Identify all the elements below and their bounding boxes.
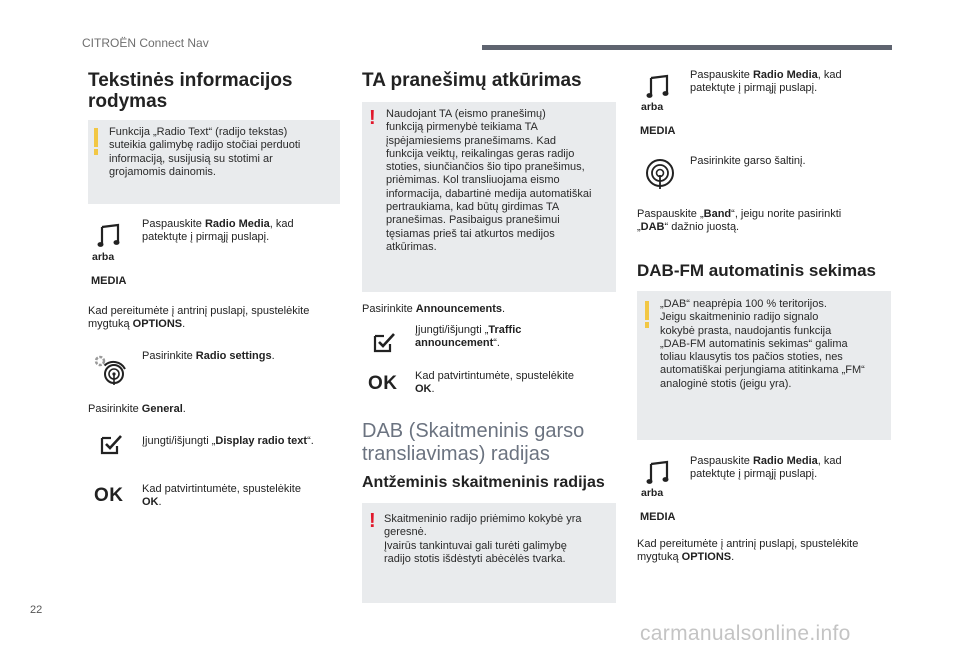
- ta-heading: TA pranešimų atkūrimas: [362, 70, 582, 91]
- text-line: geresnė.: [384, 526, 427, 539]
- text-line: automatiškai perjungiama atitinkama „FM“: [660, 364, 865, 377]
- arba-label: arba: [641, 101, 664, 113]
- warning-text: [386, 108, 614, 254]
- text-line: grojamomis dainomis.: [109, 165, 216, 178]
- bold-span: General: [141, 403, 183, 415]
- music-note-icon: [97, 223, 123, 249]
- step-radio-media: [690, 455, 842, 482]
- arba-label: arba: [641, 487, 664, 499]
- text-line: Naudojant TA (eismo pranešimų): [386, 108, 546, 120]
- text-span: mygtuką: [88, 318, 133, 331]
- text-span: .: [431, 383, 435, 396]
- music-note-icon: [646, 460, 672, 486]
- text-span: Įjungti/išjungti „: [415, 324, 489, 336]
- announcements-paragraph: [362, 303, 505, 316]
- step-radio-media: [142, 218, 294, 245]
- heading-line: Tekstinės informacijos: [88, 70, 293, 91]
- heading-line: transliavimas) radijas: [362, 443, 550, 465]
- text-line: Kad pereitumėte į antrinį puslapį, spustelėkite: [88, 305, 310, 317]
- bold-span: Radio Media: [752, 69, 818, 81]
- text-span: .: [271, 350, 275, 362]
- info-marker: [94, 128, 98, 147]
- text-line: Funkcija „Radio Text“ (radijo tekstas): [109, 126, 288, 138]
- text-line: suteikia galimybę radijo stočiai perduoti: [109, 139, 301, 152]
- text-line: „DAB“ neaprėpia 100 % teritorijos.: [660, 298, 827, 310]
- band-paragraph: [637, 208, 841, 235]
- text-line: funkciją pirmenybė teikiama TA: [386, 121, 538, 134]
- text-span: Paspauskite „: [637, 208, 704, 220]
- text-info-heading: [88, 70, 293, 112]
- text-span: , kad: [269, 218, 294, 230]
- text-line: atkūrimas.: [386, 240, 437, 253]
- options-paragraph: [637, 538, 858, 565]
- text-line: Kad patvirtintumėte, spustelėkite: [142, 483, 301, 495]
- info-box-radio-text: [88, 120, 340, 204]
- bold-span: Display radio text: [215, 435, 308, 447]
- info-text: [660, 298, 890, 391]
- text-line: Įvairūs tankintuvai gali turėti galimybę: [384, 539, 567, 552]
- bold-span: OPTIONS: [132, 318, 183, 331]
- text-line: „DAB-FM automatinis sekimas“ galima: [660, 337, 848, 350]
- text-line: informacija, dabartinė medija automatiškai: [386, 187, 592, 200]
- watermark: carmanualsonline.info: [640, 622, 851, 645]
- text-span: .: [182, 318, 186, 331]
- bold-span: Radio Media: [204, 218, 270, 230]
- options-paragraph: [88, 305, 309, 332]
- text-span: „: [637, 221, 641, 234]
- music-note-icon: [646, 74, 672, 100]
- warning-icon: !: [369, 510, 376, 532]
- text-line: patektųte į pirmąjį puslapį.: [690, 468, 818, 481]
- dab-heading: [362, 420, 584, 466]
- text-line: Kad patvirtintumėte, spustelėkite: [415, 370, 574, 382]
- dab-fm-heading: DAB-FM automatinis sekimas: [637, 261, 876, 280]
- media-label: MEDIA: [640, 511, 676, 523]
- warning-icon: !: [369, 107, 376, 129]
- header-title: CITROËN Connect Nav: [82, 36, 209, 50]
- text-line: įspėjamiesiems pranešimams. Kad: [386, 134, 556, 147]
- bold-span: announcement: [415, 337, 494, 350]
- checkbox-icon: [372, 331, 398, 355]
- warning-text: [384, 513, 612, 566]
- info-marker: [645, 301, 649, 320]
- text-span: Paspauskite: [142, 218, 205, 230]
- bold-span: Radio settings: [195, 350, 272, 362]
- general-paragraph: [88, 403, 186, 416]
- text-span: Pasirinkite: [142, 350, 196, 362]
- arba-label: arba: [92, 251, 115, 263]
- text-span: Pasirinkite: [88, 403, 142, 415]
- text-line: priėmimas. Kol transliuojama eismo: [386, 174, 560, 187]
- heading-line: rodymas: [88, 91, 168, 112]
- text-line: Kad pereitumėte į antrinį puslapį, spustelėkite: [637, 538, 859, 550]
- bold-span: OPTIONS: [681, 551, 732, 564]
- page-number: 22: [30, 604, 43, 616]
- text-span: Paspauskite: [690, 455, 753, 467]
- info-marker: [645, 322, 649, 328]
- bold-span: Radio Media: [752, 455, 818, 467]
- bold-span: Band: [703, 208, 732, 220]
- text-line: radijo stotis išdėstyti abėcėlės tvarka.: [384, 552, 566, 565]
- text-span: .: [501, 303, 506, 315]
- radio-source-icon: [643, 157, 677, 191]
- text-line: pertraukiama, kad būtų girdimas TA: [386, 201, 560, 214]
- step-confirm-ok: [142, 483, 301, 510]
- step-select-source: Pasirinkite garso šaltinį.: [690, 155, 806, 167]
- text-line: toliau klausytis tos pačios stoties, nes: [660, 351, 843, 364]
- checkbox-icon: [99, 433, 125, 457]
- step-radio-settings: [142, 350, 275, 363]
- step-radio-media: [690, 69, 842, 96]
- header-bar: [482, 45, 892, 50]
- text-line: stoties, siunčiančios šio tipo pranešimus,: [386, 161, 585, 174]
- heading-line: DAB (Skaitmeninis garso: [362, 420, 585, 442]
- text-span: .: [182, 403, 186, 415]
- text-line: tęsiamas prieš tai atkurtos medijos: [386, 227, 555, 240]
- text-line: pranešimas. Pasibaigus pranešimui: [386, 214, 560, 227]
- ok-icon: OK: [94, 485, 124, 506]
- bold-span: Traffic: [488, 324, 522, 336]
- text-span: “ dažnio juostą.: [664, 221, 740, 234]
- bold-span: OK: [142, 496, 159, 509]
- radio-settings-icon: [92, 352, 128, 388]
- text-span: , kad: [817, 455, 842, 467]
- text-span: Paspauskite: [690, 69, 753, 81]
- step-confirm-ok: [415, 370, 574, 397]
- media-label: MEDIA: [91, 275, 127, 287]
- text-line: Skaitmeninio radijo priėmimo kokybė yra: [384, 513, 582, 525]
- text-span: mygtuką: [637, 551, 682, 564]
- info-marker: [94, 149, 98, 155]
- text-span: Įjungti/išjungti „: [142, 435, 216, 447]
- bold-span: OK: [415, 383, 432, 396]
- text-line: patektųte į pirmąjį puslapį.: [142, 231, 270, 244]
- info-box-dab-fm: [637, 291, 891, 440]
- bold-span: DAB: [640, 221, 665, 234]
- ok-icon: OK: [368, 373, 398, 394]
- media-label: MEDIA: [640, 125, 676, 137]
- step-display-radio-text: [142, 435, 314, 448]
- text-span: Pasirinkite: [362, 303, 416, 315]
- warning-box-dab: [362, 503, 616, 603]
- text-span: “.: [307, 435, 314, 447]
- text-line: funkcija veiktų, reikalingas geras radijo: [386, 147, 575, 160]
- text-span: “.: [493, 337, 500, 350]
- text-line: kokybė prasta, naudojantis funkcija: [660, 324, 832, 337]
- text-line: patektųte į pirmąjį puslapį.: [690, 82, 818, 95]
- text-line: informaciją, susijusią su stotimi ar: [109, 152, 273, 165]
- text-span: .: [731, 551, 735, 564]
- text-span: , kad: [817, 69, 842, 81]
- info-text: [109, 126, 337, 179]
- text-span: “, jeigu norite pasirinkti: [731, 208, 842, 220]
- text-span: .: [158, 496, 162, 509]
- terrestrial-digital-heading: Antžeminis skaitmeninis radijas: [362, 474, 605, 491]
- bold-span: Announcements: [415, 303, 502, 315]
- text-line: Jeigu skaitmeninio radijo signalo: [660, 311, 819, 324]
- text-line: analoginė stotis (jeigu yra).: [660, 377, 792, 390]
- step-traffic-announcement: [415, 324, 521, 351]
- warning-box-ta: [362, 102, 616, 292]
